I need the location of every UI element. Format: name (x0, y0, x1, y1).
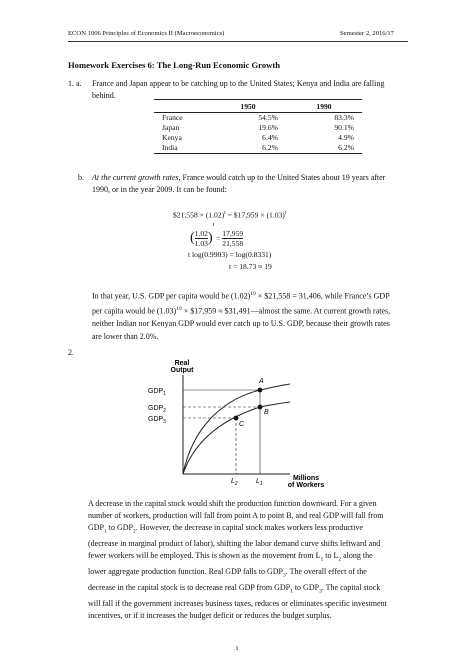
x-axis-label-2: of Workers (287, 482, 325, 489)
eq1-left: $21,558 × (1.02) (173, 210, 225, 220)
q2-l3s1: 1 (104, 529, 107, 535)
q2-l7s1: 1 (290, 588, 293, 595)
q1b-paragraph (92, 288, 432, 343)
eq2-equals: = (216, 233, 221, 243)
table-row (154, 113, 362, 124)
l1-sub: 1 (259, 481, 263, 487)
para-l1b: × $21,558 = 31,406, while France’s GDP (255, 291, 390, 301)
table-header: 1950 (210, 100, 286, 113)
q1a-label: 1. a. (68, 79, 82, 88)
label-c: C (239, 421, 245, 428)
table-cell: Kenya (162, 133, 182, 142)
paren-open: ( (190, 230, 195, 246)
q1b-label: b. (78, 173, 84, 182)
q2-l3b: to GDP (106, 523, 133, 533)
q2-l5s2: 2 (338, 557, 342, 563)
q2-l7a: decrease in the capital stock is to decrease real GDP from GDP (88, 583, 291, 592)
table-cell: 6.2% (262, 143, 278, 152)
production-function-diagram (140, 352, 330, 490)
q1b-line2: 1990, or in the year 2009. It can be found: (92, 185, 227, 194)
gdp2-sub: 2 (163, 408, 166, 414)
frac1-num: 1.02 (194, 228, 208, 238)
q2-l5c: along the (341, 551, 373, 561)
header-semester: Semester 2, 2016/17 (340, 30, 395, 37)
y-axis-label-2: Output (170, 367, 194, 374)
l1-label (256, 478, 263, 487)
para-l4: are lower than 2.0%. (92, 331, 159, 341)
table-header (154, 100, 210, 113)
q1b-text (92, 172, 422, 196)
gdp2-label (148, 405, 166, 414)
table-cell: India (162, 143, 178, 152)
page-title: Homework Exercises 6: The Long-Run Economic Growth (68, 60, 280, 70)
paren-close: ) (207, 230, 213, 246)
equation-2 (190, 222, 243, 248)
gdp3-sub: 3 (163, 419, 166, 425)
label-b: B (264, 409, 269, 416)
table-cell: France (162, 113, 183, 122)
table-cell: 83.3% (334, 113, 354, 122)
q1b-italic: At the current growth rates (92, 173, 179, 182)
para-l2a: per capita would be (1.03) (92, 306, 177, 316)
q2-l1: A decrease in the capital stock would shift the production function downward. For a given (88, 499, 377, 508)
q1a-line2: behind. (92, 91, 116, 100)
gdp1-label (148, 388, 166, 397)
gdp-ratio-table (154, 99, 362, 154)
q2-l2: number of workers, production will fall from point A to point B, and real GDP will fall from (88, 511, 384, 521)
y-axis-label-1: Real (174, 360, 190, 367)
q2-l5a: fewer workers will be employed. This is shown as the movement from L (88, 551, 321, 561)
eq1-exp: t (224, 210, 226, 216)
point-c (234, 416, 239, 421)
q2-l3c: . However, the decrease in capital stock makes workers less productive (135, 523, 363, 533)
q1a-line1: France and Japan appear to be catching up to the United States; Kenya and India are falling (92, 79, 385, 88)
gdp1-sub: 1 (163, 391, 166, 397)
q2-l5s1: 1 (320, 557, 324, 563)
l2-text: L (231, 478, 235, 485)
q2-l3s2: 2 (133, 529, 136, 535)
fraction-growth (195, 229, 208, 248)
lower-production-curve (183, 402, 290, 474)
q1b-rest: , France would catch up to the United States about 19 years after (178, 173, 386, 182)
point-a (258, 388, 263, 393)
eq2-exp: t (212, 222, 215, 228)
frac2-den: 21,558 (222, 238, 244, 248)
fraction-gdp (222, 229, 243, 248)
l2-label (231, 478, 238, 487)
q2-l6a: lower aggregate production function. Real GDP falls to GDP (88, 567, 283, 577)
q2-l8: will fall if the government increases business taxes, reduces or eliminates specific investment (88, 598, 387, 608)
table-cell: 90.1% (334, 123, 354, 132)
l1-text: L (256, 478, 260, 485)
q2-paragraph (88, 498, 428, 622)
para-l3: neither Indian nor Kenyan GDP would ever catch up to U.S. GDP, because their growth rates (92, 319, 390, 329)
q2-l7b: to GDP (292, 583, 320, 592)
table-cell: Japan (162, 123, 180, 132)
header-course: ECON 1006 Principles of Economics II (Macroeconomics) (68, 30, 225, 37)
x-axis-label-1: Millions (292, 475, 320, 482)
q2-l6s: 3 (283, 572, 286, 579)
l2-sub: 2 (234, 481, 238, 487)
para-exp2: 19 (176, 306, 182, 313)
upper-production-curve (183, 384, 290, 474)
q2-l4: (decrease in marginal product of labor), shifting the labor demand curve shifts leftward and (88, 539, 381, 549)
table-row (154, 123, 362, 133)
q2-label: 2. (68, 348, 74, 357)
header-rule (68, 41, 408, 42)
q2-l3a: GDP (88, 523, 105, 533)
table-header-row (154, 100, 362, 113)
frac1-den: 1.03 (194, 238, 208, 248)
gdp3-text: GDP (148, 416, 164, 423)
gdp1-text: GDP (148, 388, 164, 395)
para-l1a: In that year, U.S. GDP per capita would be (1.02) (92, 291, 251, 301)
table-cell: 4.9% (338, 133, 354, 142)
para-exp1: 19 (250, 291, 256, 297)
eq1-exp2: t (284, 210, 287, 216)
gdp3-label (148, 416, 166, 425)
gdp2-text: GDP (148, 405, 164, 412)
q2-l7s3: 3 (319, 588, 322, 595)
frac2-num: 17,959 (222, 228, 244, 238)
table-row (154, 143, 362, 154)
equation-1 (173, 210, 286, 220)
table-cell: 6.2% (338, 143, 354, 152)
table-header: 1990 (286, 100, 362, 113)
table-cell: 6.4% (262, 133, 278, 142)
label-a: A (259, 378, 264, 385)
page-number: 1 (235, 645, 239, 652)
point-b (258, 405, 263, 410)
eq1-right: = $17,959 × (1.03) (225, 210, 285, 220)
table-cell: 19.6% (258, 123, 278, 132)
equation-4: t = 18.73 ≈ 19 (229, 262, 272, 271)
q2-l6b: . The overall effect of the (285, 567, 367, 577)
q2-l7c: . The capital stock (321, 583, 381, 592)
para-l2b: × $17,959 ≈ $31,491—almost the same. At current growth rates, (181, 306, 391, 316)
table-row (154, 133, 362, 143)
q2-l9: incentives, or if it increases the budget deficit or reduces the budget surplus. (88, 611, 332, 620)
table-cell: 54.5% (258, 113, 278, 122)
equation-3: t log(0.9903) = log(0.8331) (188, 250, 272, 259)
q2-l5b: to L (323, 551, 339, 561)
